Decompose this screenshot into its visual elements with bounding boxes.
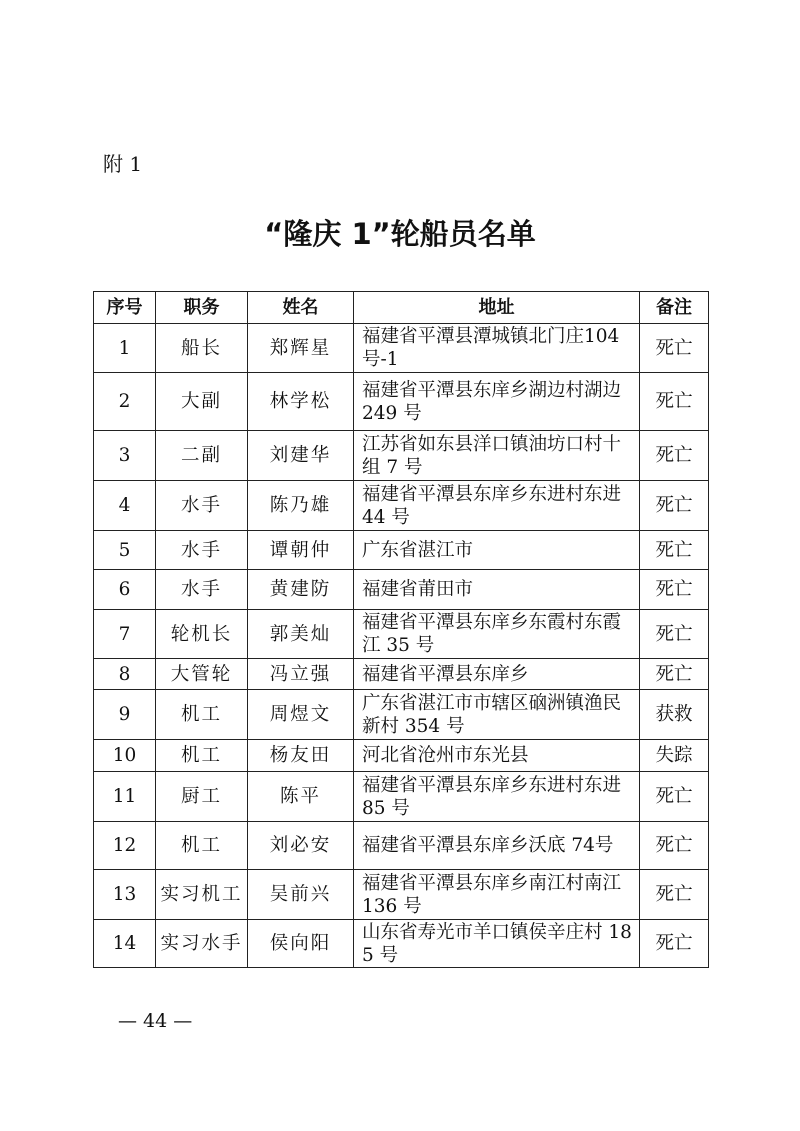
table-row [94, 324, 709, 373]
cell-index: 7 [94, 610, 156, 659]
cell-index: 8 [94, 659, 156, 690]
table-row [94, 659, 709, 690]
cell-role: 实习机工 [156, 870, 248, 920]
header-note: 备注 [640, 292, 709, 324]
cell-role: 大管轮 [156, 659, 248, 690]
header-index: 序号 [94, 292, 156, 324]
cell-index: 10 [94, 740, 156, 772]
cell-note: 死亡 [640, 659, 709, 690]
table-row [94, 870, 709, 920]
header-name: 姓名 [248, 292, 354, 324]
cell-name: 郑辉星 [248, 324, 354, 373]
cell-address: 福建省平潭县东庠乡东进村东进 44 号 [354, 481, 640, 531]
cell-address: 福建省平潭县东庠乡东进村东进 85 号 [354, 772, 640, 822]
cell-note: 死亡 [640, 920, 709, 968]
cell-role: 轮机长 [156, 610, 248, 659]
table-row [94, 373, 709, 431]
cell-index: 4 [94, 481, 156, 531]
cell-note: 死亡 [640, 570, 709, 610]
annex-label: 附 1 [103, 152, 143, 176]
table-row [94, 531, 709, 570]
cell-name: 林学松 [248, 373, 354, 431]
cell-role: 水手 [156, 481, 248, 531]
cell-name: 吴前兴 [248, 870, 354, 920]
cell-index: 5 [94, 531, 156, 570]
header-address: 地址 [354, 292, 640, 324]
cell-role: 机工 [156, 822, 248, 870]
table-row [94, 431, 709, 481]
cell-address: 广东省湛江市市辖区硇洲镇渔民新村 354 号 [354, 690, 640, 740]
cell-index: 12 [94, 822, 156, 870]
cell-role: 厨工 [156, 772, 248, 822]
cell-note: 死亡 [640, 822, 709, 870]
cell-address: 福建省平潭县东庠乡 [354, 659, 640, 690]
cell-note: 获救 [640, 690, 709, 740]
cell-role: 机工 [156, 690, 248, 740]
cell-note: 死亡 [640, 431, 709, 481]
cell-role: 实习水手 [156, 920, 248, 968]
cell-address: 福建省平潭县东庠乡湖边村湖边 249 号 [354, 373, 640, 431]
cell-name: 杨友田 [248, 740, 354, 772]
cell-role: 水手 [156, 531, 248, 570]
cell-index: 1 [94, 324, 156, 373]
cell-note: 死亡 [640, 324, 709, 373]
cell-name: 陈平 [248, 772, 354, 822]
cell-index: 14 [94, 920, 156, 968]
table-row [94, 920, 709, 968]
table-row [94, 690, 709, 740]
cell-index: 9 [94, 690, 156, 740]
cell-address: 江苏省如东县洋口镇油坊口村十组 7 号 [354, 431, 640, 481]
cell-role: 大副 [156, 373, 248, 431]
cell-address: 福建省平潭县东庠乡沃底 74号 [354, 822, 640, 870]
cell-name: 周煜文 [248, 690, 354, 740]
cell-name: 郭美灿 [248, 610, 354, 659]
cell-note: 死亡 [640, 481, 709, 531]
cell-address: 广东省湛江市 [354, 531, 640, 570]
cell-address: 福建省平潭县东庠乡东霞村东霞江 35 号 [354, 610, 640, 659]
cell-address: 山东省寿光市羊口镇侯辛庄村 185 号 [354, 920, 640, 968]
cell-note: 死亡 [640, 610, 709, 659]
cell-role: 船长 [156, 324, 248, 373]
cell-address: 福建省平潭县潭城镇北门庄104 号-1 [354, 324, 640, 373]
cell-index: 2 [94, 373, 156, 431]
cell-name: 冯立强 [248, 659, 354, 690]
cell-name: 黄建防 [248, 570, 354, 610]
cell-address: 福建省莆田市 [354, 570, 640, 610]
cell-address: 福建省平潭县东庠乡南江村南江 136 号 [354, 870, 640, 920]
cell-role: 机工 [156, 740, 248, 772]
cell-role: 二副 [156, 431, 248, 481]
table-row [94, 570, 709, 610]
cell-index: 6 [94, 570, 156, 610]
cell-name: 侯向阳 [248, 920, 354, 968]
cell-note: 失踪 [640, 740, 709, 772]
table-row [94, 610, 709, 659]
cell-name: 刘必安 [248, 822, 354, 870]
cell-index: 11 [94, 772, 156, 822]
cell-note: 死亡 [640, 870, 709, 920]
cell-role: 水手 [156, 570, 248, 610]
cell-note: 死亡 [640, 531, 709, 570]
page-number: — 44 — [118, 1010, 193, 1032]
crew-table [93, 291, 709, 968]
document-title: “隆庆 1”轮船员名单 [264, 217, 536, 251]
cell-name: 刘建华 [248, 431, 354, 481]
table-header-row [94, 292, 709, 324]
cell-address: 河北省沧州市东光县 [354, 740, 640, 772]
cell-index: 3 [94, 431, 156, 481]
header-role: 职务 [156, 292, 248, 324]
cell-name: 谭朝仲 [248, 531, 354, 570]
cell-name: 陈乃雄 [248, 481, 354, 531]
table-row [94, 822, 709, 870]
cell-note: 死亡 [640, 772, 709, 822]
table-row [94, 772, 709, 822]
cell-note: 死亡 [640, 373, 709, 431]
table-row [94, 740, 709, 772]
table-row [94, 481, 709, 531]
cell-index: 13 [94, 870, 156, 920]
